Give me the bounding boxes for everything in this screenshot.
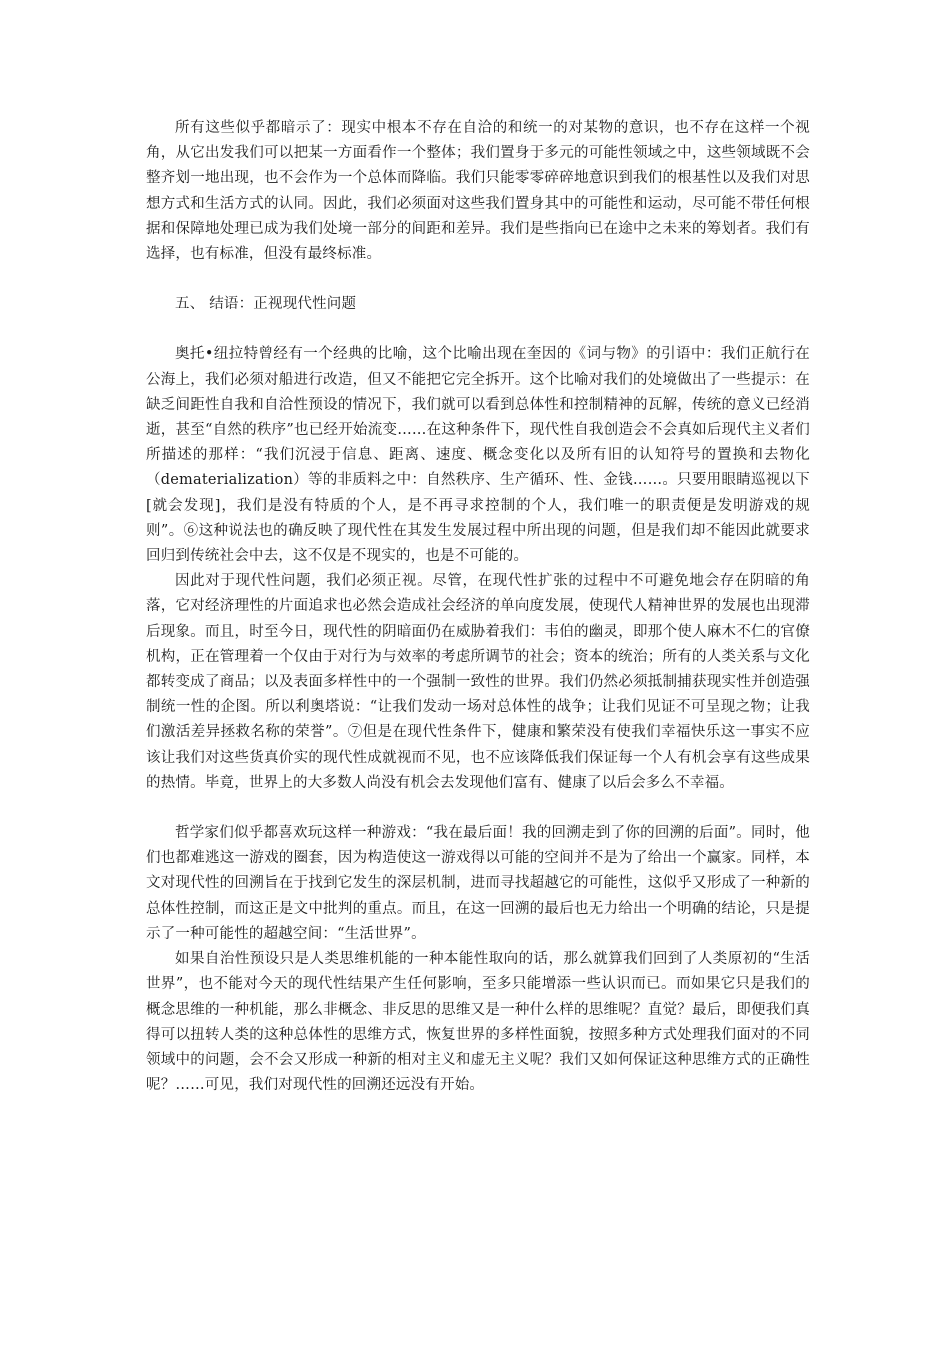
paragraph-opening: 所有这些似乎都暗示了：现实中根本不存在自洽的和统一的对某物的意识，也不存在这样一个视角，从它出发我们可以把某一方面看作一个整体；我们置身于多元的可能性领域之中，这些领域既不会整齐划一地出现，也不会作为一个总体而降临。我们只能零零碎碎地意识到我们的根基性以及我们对思想方式和生活方式的认同。因此，我们必须面对这些我们置身其中的可能性和运动，尽可能不带任何根据和保障地处理已成为我们处境一部分的间距和差异。我们是些指向已在途中之未来的筹划者。我们有选择，也有标准，但没有最终标准。: [146, 120, 810, 263]
spacer: [146, 267, 810, 292]
paragraph-neurath: 奥托•纽拉特曾经有一个经典的比喻，这个比喻出现在奎因的《词与物》的引语中：我们正航行在公海上，我们必须对船进行改造，但又不能把它完全拆开。这个比喻对我们的处境做出了一些提示：在缺乏间距性自我和自洽性预设的情况下，我们就可以看到总体性和控制精神的瓦解，传统的意义已经消逝，甚至“自然的秩序”也已经开始流变……在这种条件下，现代性自我创造会不会真如后现代主义者们所描述的那样：“我们沉浸于信息、距离、速度、概念变化以及所有旧的认知符号的置换和去物化（dematerialization）等的非质料之中：自然秩序、生产循环、性、金钱……。只要用眼睛巡视以下[就会发现]，我们是没有特质的个人，是不再寻求控制的个人，我们唯一的职责便是发明游戏的规则”。⑥这种说法也的确反映了现代性在其发生发展过程中所出现的问题，但是我们却不能因此就要求回归到传统社会中去，这不仅是不现实的，也是不可能的。: [146, 346, 810, 565]
paragraph-modernity: 因此对于现代性问题，我们必须正视。尽管，在现代性扩张的过程中不可避免地会存在阴暗的角落，它对经济理性的片面追求也必然会造成社会经济的单向度发展，使现代人精神世界的发展也出现滞后现象。而且，时至今日，现代性的阴暗面仍在威胁着我们：韦伯的幽灵，即那个使人麻木不仁的官僚机构，正在管理着一个仅由于对行为与效率的考虑所调节的社会；资本的统治；所有的人类关系与文化都转变成了商品；以及表面多样性中的一个强制一致性的世界。我们仍然必须抵制捕获现实性并创造强制统一性的企图。所以利奥塔说：“让我们发动一场对总体性的战争；让我们见证不可呈现之物；让我们激活差异拯救名称的荣誉”。⑦但是在现代性条件下，健康和繁荣没有使我们幸福快乐这一事实不应该让我们对这些货真价实的现代性成就视而不见，也不应该降低我们保证每一个人有机会享有这些成果的热情。毕竟，世界上的大多数人尚没有机会去发现他们富有、健康了以后会多么不幸福。: [146, 573, 810, 791]
spacer: [146, 317, 810, 342]
spacer: [146, 796, 810, 821]
document-page: [146, 116, 810, 1098]
paragraph-closing: 如果自治性预设只是人类思维机能的一种本能性取向的话，那么就算我们回到了人类原初的“生活世界”，也不能对今天的现代性结果产生任何影响，至多只能增添一些认识而已。而如果它只是我们的概念思维的一种机能，那么非概念、非反思的思维又是一种什么样的思维呢？直觉？最后，即便我们真得可以扭转人类的这种总体性的思维方式，恢复世界的多样性面貌，按照多种方式处理我们面对的不同领域中的问题，会不会又形成一种新的相对主义和虚无主义呢？我们又如何保证这种思维方式的正确性呢？……可见，我们对现代性的回溯还远没有开始。: [146, 951, 810, 1094]
section-heading: 五、 结语：正视现代性问题: [175, 296, 357, 313]
paragraph-philosophers: 哲学家们似乎都喜欢玩这样一种游戏：“我在最后面！我的回溯走到了你的回溯的后面”。同时，他们也都难逃这一游戏的圈套，因为构造使这一游戏得以可能的空间并不是为了给出一个赢家。同样，本文对现代性的回溯旨在于找到它发生的深层机制，进而寻找超越它的可能性，这似乎又形成了一种新的总体性控制，而这正是文中批判的重点。而且，在这一回溯的最后也无力给出一个明确的结论，只是提示了一种可能性的超越空间：“生活世界”。: [146, 825, 810, 942]
